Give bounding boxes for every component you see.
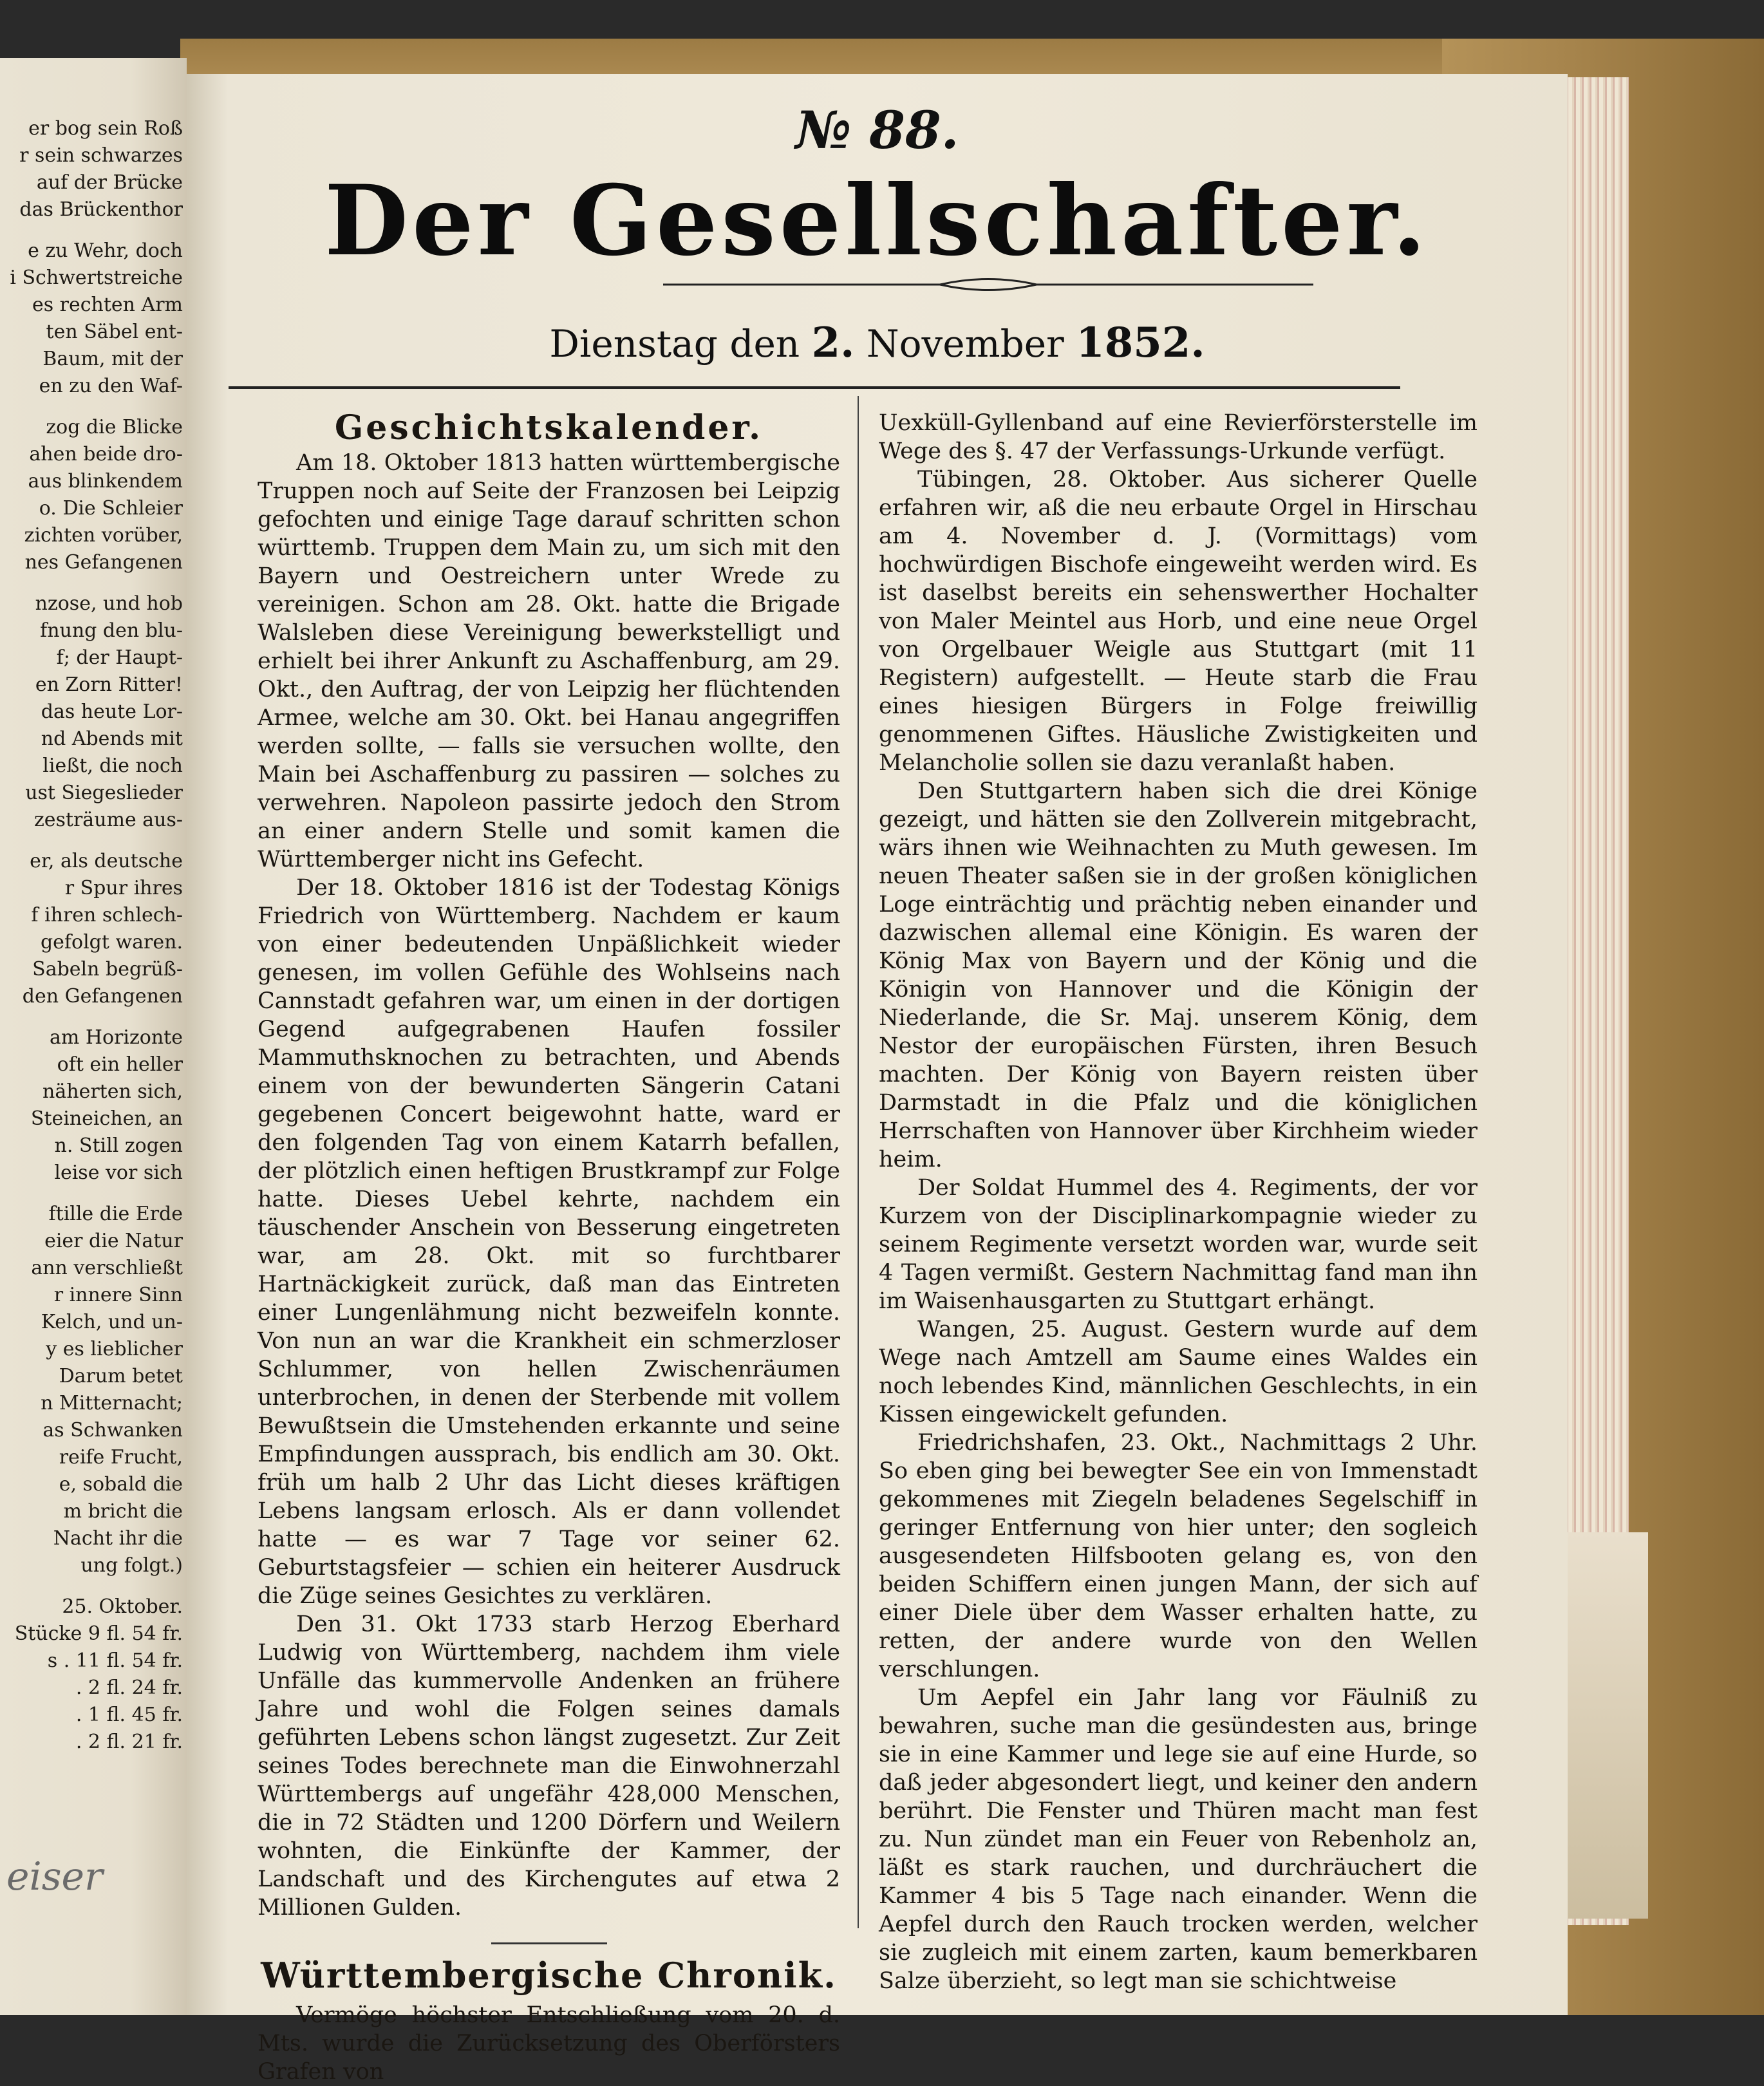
left-page-line: oft ein heller [57, 1053, 183, 1076]
date-year: 1852. [1076, 319, 1205, 367]
left-page-line: r Spur ihres [64, 877, 183, 899]
date-month: November [866, 322, 1064, 366]
masthead-title: Der Gesellschafter. [324, 164, 1430, 277]
left-page-line: nd Abends mit [41, 728, 183, 750]
left-page-line: ahen beide dro- [29, 443, 183, 465]
article-paragraph: Der 18. Oktober 1816 ist der Todestag Königs Friedrich von Württemberg. Nachdem er kaum von einer bedeutenden Unpäßlichkeit wieder genesen, im vollen Gefühle des Wohlseins nach Cannstadt gefahren war, um einen in der dortigen Gegend aufgegrabenen Haufen fossiler Mammuthsknochen zu betrachten, und Abends einem von der bewunderten Sängerin Catani gegebenen Concert beigewohnt hatte, ward er den folgenden Tag von einem Katarrh befallen, der plötzlich einen heftigen Brustkrampf zur Folge hatte. Dieses Uebel kehrte, nachdem ein täuschender Anschein von Besserung eingetreten war, am 28. Okt. mit so furchtbarer Hartnäckigkeit zurück, daß man das Eintreten einer Lungenlähmung nicht bezweifeln konnte. Von nun an war die Krankheit ein schmerzloser Schlummer, von hellen Zwischenräumen unterbrochen, in denen der Sterbende mit vollem Bewußtsein die Umstehenden erkannte und seine Empfindungen aussprach, bis endlich am 30. Okt. früh um halb 2 Uhr das Licht dieses kräftigen Lebens langsam erlosch. Als er dann vollendet hatte — es war 7 Tage vor seiner 62. Geburtstagsfeier — schien ein heiterer Ausdruck die Züge seines Gesichtes zu verklären. [258, 875, 840, 1609]
left-page-line: Kelch, und un- [41, 1311, 183, 1333]
article-paragraph: Tübingen, 28. Oktober. Aus sicherer Quelle erfahren wir, aß die neu erbaute Orgel in Hirschau am 4. November d. J. (Vormittags) vom hochwürdigen Bischofe eingeweiht werden wird. Es ist daselbst bereits ein sehenswerther Hochalter von Maler Meintel aus Horb, und eine neue Orgel von Orgelbauer Weigle aus Stuttgart (mit 11 Registern) aufgestellt. — Heute starb die Frau eines hiesigen Bürgers in Folge freiwillig genommenen Giftes. Häusliche Zwistigkeiten und Melancholie sollen sie dazu veranlaßt haben. [879, 467, 1478, 776]
date-day: 2. [811, 319, 855, 367]
left-page-line: y es lieblicher [46, 1338, 183, 1360]
article-paragraph: Friedrichshafen, 23. Okt., Nachmittags 2 Uhr. So eben ging bei bewegter See ein von Immenstadt gekommenes mit Ziegeln beladenes Segelschiff in geringer Entfernung von hier unter; den sogleich ausgesendeten Hilfsbooten gelang es, von den beiden Schiffern einen jungen Mann, der sich auf einer Diele über dem Wasser erhalten hatte, zu retten, der andere wurde von den Wellen verschlungen. [879, 1430, 1478, 1682]
issue-number: № 88. [795, 100, 959, 160]
left-page-line: r sein schwarzes [19, 144, 183, 167]
left-page-line: zichten vorüber, [24, 524, 183, 547]
right-column [879, 409, 1478, 1995]
left-page-line: am Horizonte [49, 1026, 183, 1049]
left-page-line: n Mitternacht; [41, 1392, 183, 1414]
article-paragraph: Den Stuttgartern haben sich die drei Könige gezeigt, und hätten sie den Zollverein mitgebracht, wärs ihnen wie Weihnachten zu Muth gewesen. Im neuen Theater saßen sie in der großen königlichen Loge einträchtig und prächtig neben einander und dazwischen allemal eine Königin. Es waren der König Max von Bayern und der König und die Königin von Hannover und die Königin der Niederlande, die Sr. Maj. unserem König, dem Nestor der europäischen Fürsten, ihren Besuch machten. Der König von Bayern reisten über Darmstadt in die Pfalz und die königlichen Herrschaften von Hannover über Kirchheim wieder heim. [879, 778, 1478, 1172]
article-paragraph: Der Soldat Hummel des 4. Regiments, der vor Kurzem von der Disciplinarkompagnie wieder zu seinem Regimente versetzt worden war, wurde seit 4 Tagen vermißt. Gestern Nachmittag fand man ihn im Waisenhausgarten zu Stuttgart erhängt. [879, 1175, 1478, 1314]
left-page-line: zesträume aus- [33, 809, 183, 831]
left-page-line: ust Siegeslieder [25, 782, 183, 804]
dateline [187, 319, 1568, 367]
left-page-line: r innere Sinn [53, 1284, 183, 1306]
left-column [258, 409, 840, 2086]
left-page-line: s . 11 fl. 54 fr. [47, 1649, 183, 1672]
left-page-line: er bog sein Roß [28, 117, 183, 140]
left-page-line: es rechten Arm [32, 294, 183, 316]
left-page-line: reife Frucht, [59, 1446, 183, 1469]
article-paragraph: Am 18. Oktober 1813 hatten württembergische Truppen noch auf Seite der Franzosen bei Leipzig gefochten und einige Tage darauf schritten schon württemb. Truppen dem Main zu, um sich mit den Bayern und Oestreichern unter Wrede zu vereinigen. Schon am 28. Okt. hatte die Brigade Walsleben diese Vereinigung bewerkstelligt und erhielt bei ihrer Ankunft zu Aschaffenburg, am 29. Okt., den Auftrag, der von Leipzig her flüchtenden Armee, welche am 30. Okt. bei Hanau angegriffen werden sollte, — falls sie versuchen wollte, den Main bei Aschaffenburg zu passiren — solches zu verwehren. Napoleon passirte jedoch den Strom an einer andern Stelle und somit kamen die Württemberger nicht ins Gefecht. [258, 450, 840, 872]
left-page-line: ließt, die noch [42, 755, 183, 777]
left-page-line: en zu den Waf- [39, 375, 183, 397]
left-page-line: . 2 fl. 24 fr. [75, 1677, 183, 1699]
left-page-line: m bricht die [63, 1500, 183, 1523]
left-page-line: ung folgt.) [80, 1554, 183, 1577]
left-page-line: das heute Lor- [41, 700, 183, 723]
section-heading-chronik: Württembergische Chronik. [261, 1955, 837, 1996]
article-paragraph: Den 31. Okt 1733 starb Herzog Eberhard Ludwig von Württemberg, nachdem ihm viele Unfälle das kummervolle Andenken an frühere Jahre und wohl die Folgen seines damals geführten Lebens schon längst zugesetzt. Zur Zeit seines Todes berechnete man die Einwohnerzahl Württembergs auf ungefähr 428,000 Menschen, die in 72 Städten und 1200 Dörfern und Weilern wohnten, die Einkünfte der Kammer, der Landschaft und des Kirchengutes auf etwa 2 Millionen Gulden. [258, 1611, 840, 1921]
left-page-line: fnung den blu- [40, 619, 183, 642]
left-page-line: Stücke 9 fl. 54 fr. [14, 1622, 183, 1645]
left-page-line: f; der Haupt- [56, 646, 183, 669]
left-page-line: f ihren schlech- [31, 904, 183, 926]
left-page-line: e, sobald die [59, 1473, 183, 1496]
masthead-ornament [663, 275, 1313, 294]
left-page-line: er, als deutsche [30, 850, 183, 872]
left-page-line: auf der Brücke [36, 171, 183, 194]
left-page-line: eier die Natur [44, 1230, 183, 1252]
left-page-line: Nacht ihr die [53, 1527, 183, 1550]
left-page-line: nzose, und hob [35, 592, 183, 615]
section-heading-geschichtskalender: Geschichtskalender. [334, 408, 764, 447]
left-page-line: nes Gefangenen [24, 551, 183, 574]
left-page-line: Steineichen, an [30, 1107, 183, 1130]
left-page-line: Sabeln begrüß- [32, 958, 183, 981]
left-page-line: Baum, mit der [42, 348, 183, 370]
left-page-line: . 1 fl. 45 fr. [75, 1704, 183, 1726]
left-page-line: zog die Blicke [46, 416, 183, 438]
left-page-line: näherten sich, [42, 1080, 183, 1103]
newspaper-page [187, 74, 1568, 2085]
left-page-line: . 2 fl. 21 fr. [75, 1731, 183, 1753]
left-page-line: o. Die Schleier [39, 497, 183, 520]
date-prefix: Dienstag den [549, 322, 800, 366]
left-page-line: gefolgt waren. [40, 931, 183, 954]
left-page-line: en Zorn Ritter! [35, 673, 183, 696]
left-page-line: 25. Oktober. [62, 1595, 183, 1618]
left-page-line: das Brückenthor [19, 198, 183, 221]
left-page-line: as Schwanken [42, 1419, 183, 1442]
left-page-line: ten Säbel ent- [46, 321, 183, 343]
left-page-line: n. Still zogen [54, 1134, 183, 1157]
left-page-line: Darum betet [59, 1365, 183, 1387]
section-divider [491, 1942, 607, 1944]
left-page-line: leise vor sich [54, 1161, 183, 1184]
article-paragraph: Uexküll-Gyllenband auf eine Revierförsterstelle im Wege des §. 47 der Verfassungs-Urkunde verfügt. [879, 410, 1478, 464]
left-page-fragment [0, 58, 187, 2015]
left-page-line: den Gefangenen [22, 985, 183, 1008]
left-page-line: i Schwertstreiche [10, 267, 183, 289]
pencil-annotation: eiser [6, 1854, 103, 1899]
left-page-line: ann verschließt [31, 1257, 183, 1279]
left-page-line: aus blinkendem [28, 470, 183, 493]
left-page-line: ftille die Erde [48, 1203, 183, 1225]
article-paragraph: Vermöge höchster Entschließung vom 20. d. Mts. wurde die Zurücksetzung des Oberförsters Grafen von [258, 2002, 840, 2085]
header-rule [229, 386, 1400, 389]
article-paragraph: Um Aepfel ein Jahr lang vor Fäulniß zu bewahren, suche man die gesündesten aus, bringe sie in eine Kammer und lege sie auf eine Hurde, so daß jeder abgesondert liegt, und keiner den andern berührt. Die Fenster und Thüren macht man fest zu. Nun zündet man ein Feuer von Rebenholz an, läßt es stark rauchen, und durchräuchert die Kammer 4 bis 5 Tage nach einander. Wenn die Aepfel durch den Rauch trocken werden, welcher sie zugleich mit einem zarten, kaum bemerkbaren Salze überzieht, so legt man sie schichtweise [879, 1685, 1478, 1994]
column-divider [858, 396, 859, 1928]
left-page-line: e zu Wehr, doch [28, 240, 183, 262]
article-paragraph: Wangen, 25. August. Gestern wurde auf dem Wege nach Amtzell am Saume eines Waldes ein noch lebendes Kind, männlichen Geschlechts, in ein Kissen eingewickelt gefunden. [879, 1317, 1478, 1427]
